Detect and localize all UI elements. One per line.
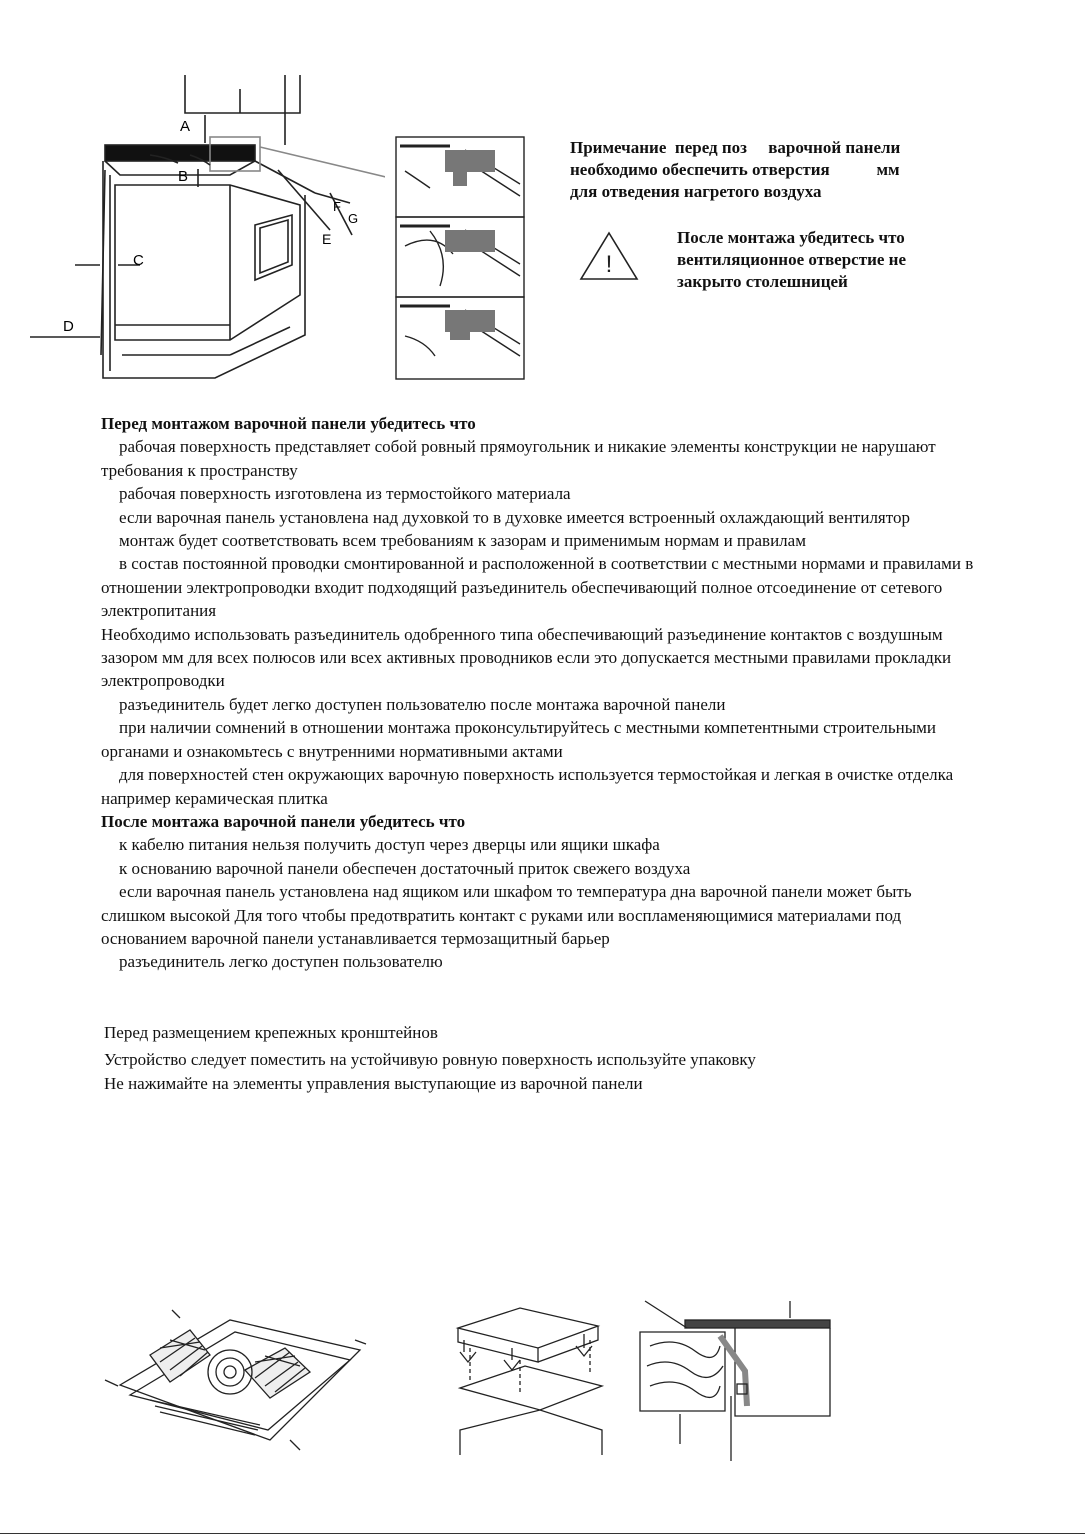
note-line: Примечание перед поз варочной панели <box>570 138 901 157</box>
label-c: C <box>133 252 144 269</box>
bracket-line: Устройство следует поместить на устойчивую ровную поверхность используйте упаковку <box>104 1050 756 1070</box>
label-b: B <box>178 168 189 185</box>
bracket-instructions <box>104 1021 980 1095</box>
worktop-section-diagram <box>635 1296 835 1461</box>
requirements-text <box>101 412 977 974</box>
warning-block <box>677 227 977 293</box>
note-line: необходимо обеспечить отверстия мм <box>570 160 900 179</box>
warning-line: закрыто столешницей <box>677 272 848 291</box>
paragraph: при наличии сомнений в отношении монтажа проконсультируйтесь с местными компетентными строительными органами и ознакомьтесь с внутренними нормативными актами <box>101 718 937 761</box>
paragraph: если варочная панель установлена над ящиком или шкафом то температура дна варочной панели может быть слишком высокой Для того чтобы предотвратить контакт с руками или воспламеняющимися материалами под основанием варочной панели устанавливается термозащитный барьер <box>101 882 912 948</box>
label-d: D <box>63 318 74 335</box>
paragraph: Необходимо использовать разъединитель одобренного типа обеспечивающий разъединение контактов с воздушным зазором мм для всех полюсов или всех активных проводников если это допускается местными правилами прокладки электропроводки <box>101 624 952 691</box>
warning-icon <box>578 230 640 282</box>
hob-insertion-diagram <box>450 1300 610 1460</box>
paragraph: для поверхностей стен окружающих варочную поверхность используется термостойкая и легкая в очистке отделка например керамическая плитка <box>101 765 954 808</box>
hob-underside-diagram <box>100 1300 380 1455</box>
paragraph: разъединитель легко доступен пользователю <box>119 952 443 972</box>
label-a: A <box>180 118 191 135</box>
label-f: F <box>333 199 341 214</box>
paragraph: если варочная панель установлена над духовкой то в духовке имеется встроенный охлаждающий вентилятор <box>119 507 910 527</box>
paragraph: рабочая поверхность изготовлена из термостойкого материала <box>119 484 571 504</box>
paragraph: рабочая поверхность представляет собой ровный прямоугольник и никакие элементы конструкции не нарушают требования к пространству <box>101 437 936 480</box>
warning-line: После монтажа убедитесь что <box>677 228 905 247</box>
cabinet-clearance-diagram <box>30 75 385 385</box>
label-e: E <box>322 231 332 247</box>
page-bottom-rule <box>0 1533 1085 1534</box>
note-block <box>570 137 970 203</box>
warning-exclamation: ! <box>605 251 613 278</box>
heading-after-install: После монтажа варочной панели убедитесь что <box>101 811 466 831</box>
paragraph: к основанию варочной панели обеспечен достаточный приток свежего воздуха <box>119 858 691 878</box>
note-line: для отведения нагретого воздуха <box>570 182 822 201</box>
warning-line: вентиляционное отверстие не <box>677 250 907 269</box>
paragraph: разъединитель будет легко доступен пользователю после монтажа варочной панели <box>119 694 726 714</box>
bracket-line: Перед размещением крепежных кронштейнов <box>104 1023 438 1042</box>
heading-before-install: Перед монтажом варочной панели убедитесь что <box>101 414 476 433</box>
ventilation-detail-panels <box>395 136 525 380</box>
paragraph: к кабелю питания нельзя получить доступ через дверцы или ящики шкафа <box>119 835 660 855</box>
bracket-line: Не нажимайте на элементы управления выступающие из варочной панели <box>104 1073 643 1093</box>
paragraph: в состав постоянной проводки смонтированной и расположенной в соответствии с местными нормами и правилами в отношении электропроводки входит подходящий разъединитель обеспечивающий полное отсоединение от сетевого электропитания <box>101 554 974 621</box>
label-g: G <box>348 211 359 226</box>
paragraph: монтаж будет соответствовать всем требованиям к зазорам и применимым нормам и правилам <box>119 531 806 551</box>
